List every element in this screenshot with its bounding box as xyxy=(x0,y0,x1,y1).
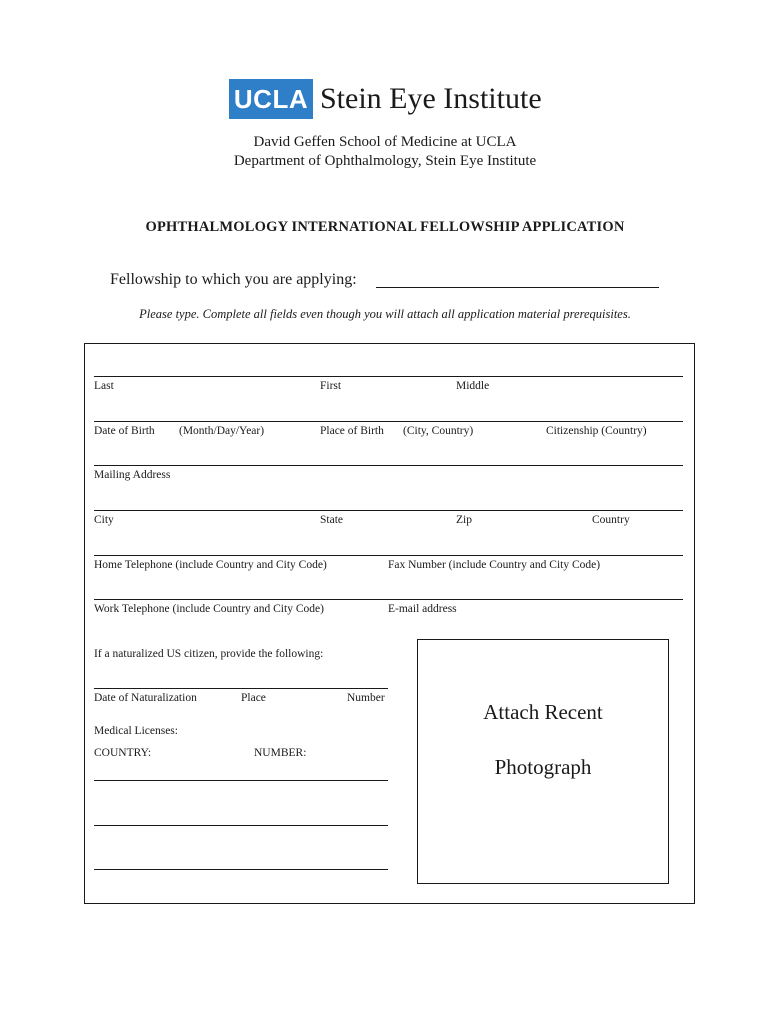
photo-instruction-line-1: Attach Recent xyxy=(483,700,603,724)
label-home-telephone: Home Telephone (include Country and City Code) xyxy=(94,559,327,571)
email-input-line[interactable] xyxy=(388,599,683,600)
label-first: First xyxy=(320,380,342,392)
label-naturalization-place: Place xyxy=(241,692,266,704)
document-title: OPHTHALMOLOGY INTERNATIONAL FELLOWSHIP APPLICATION xyxy=(145,219,625,235)
label-license-number: NUMBER: xyxy=(254,747,307,759)
fellowship-input-line[interactable] xyxy=(376,287,659,288)
label-work-telephone: Work Telephone (include Country and City Code) xyxy=(94,603,324,615)
label-middle: Middle xyxy=(456,380,490,392)
fellowship-prompt: Fellowship to which you are applying: xyxy=(110,271,357,288)
work-phone-input-line[interactable] xyxy=(94,599,388,600)
home-phone-input-line[interactable] xyxy=(94,555,388,556)
label-dob-format: (Month/Day/Year) xyxy=(179,425,265,437)
name-input-line[interactable] xyxy=(94,376,683,377)
school-name: David Geffen School of Medicine at UCLA xyxy=(253,134,517,150)
instruction-text: Please type. Complete all fields even though you will attach all application material prerequisites. xyxy=(139,307,631,321)
department-name: Department of Ophthalmology, Stein Eye Institute xyxy=(233,153,537,169)
label-naturalization-number: Number xyxy=(347,692,385,704)
license-input-line-1[interactable] xyxy=(94,780,388,781)
label-license-country: COUNTRY: xyxy=(94,747,152,759)
address-input-line[interactable] xyxy=(94,510,683,511)
label-last: Last xyxy=(94,380,114,392)
birth-input-line[interactable] xyxy=(94,421,683,422)
label-medical-licenses: Medical Licenses: xyxy=(94,725,178,737)
license-input-line-2[interactable] xyxy=(94,825,388,826)
label-date-of-birth: Date of Birth xyxy=(94,425,155,437)
label-city: City xyxy=(94,514,114,526)
photo-attachment-box xyxy=(417,639,669,884)
institute-logo-text: Stein Eye Institute xyxy=(320,82,542,115)
label-country: Country xyxy=(592,514,630,526)
license-input-line-3[interactable] xyxy=(94,869,388,870)
ucla-logo-badge: UCLA xyxy=(229,79,313,119)
label-zip: Zip xyxy=(456,514,472,526)
label-citizenship: Citizenship (Country) xyxy=(546,425,647,437)
naturalization-input-line[interactable] xyxy=(94,688,388,689)
mailing-address-input-line[interactable] xyxy=(94,465,683,466)
label-place-of-birth: Place of Birth xyxy=(320,425,384,437)
label-state: State xyxy=(320,514,343,526)
label-fax-number: Fax Number (include Country and City Code) xyxy=(388,559,601,571)
naturalized-prompt: If a naturalized US citizen, provide the following: xyxy=(94,648,324,660)
label-mailing-address: Mailing Address xyxy=(94,469,171,481)
fax-input-line[interactable] xyxy=(388,555,683,556)
photo-instruction-line-2: Photograph xyxy=(494,755,592,779)
label-email-address: E-mail address xyxy=(388,603,457,615)
label-date-of-naturalization: Date of Naturalization xyxy=(94,692,197,704)
label-place-format: (City, Country) xyxy=(403,425,474,437)
